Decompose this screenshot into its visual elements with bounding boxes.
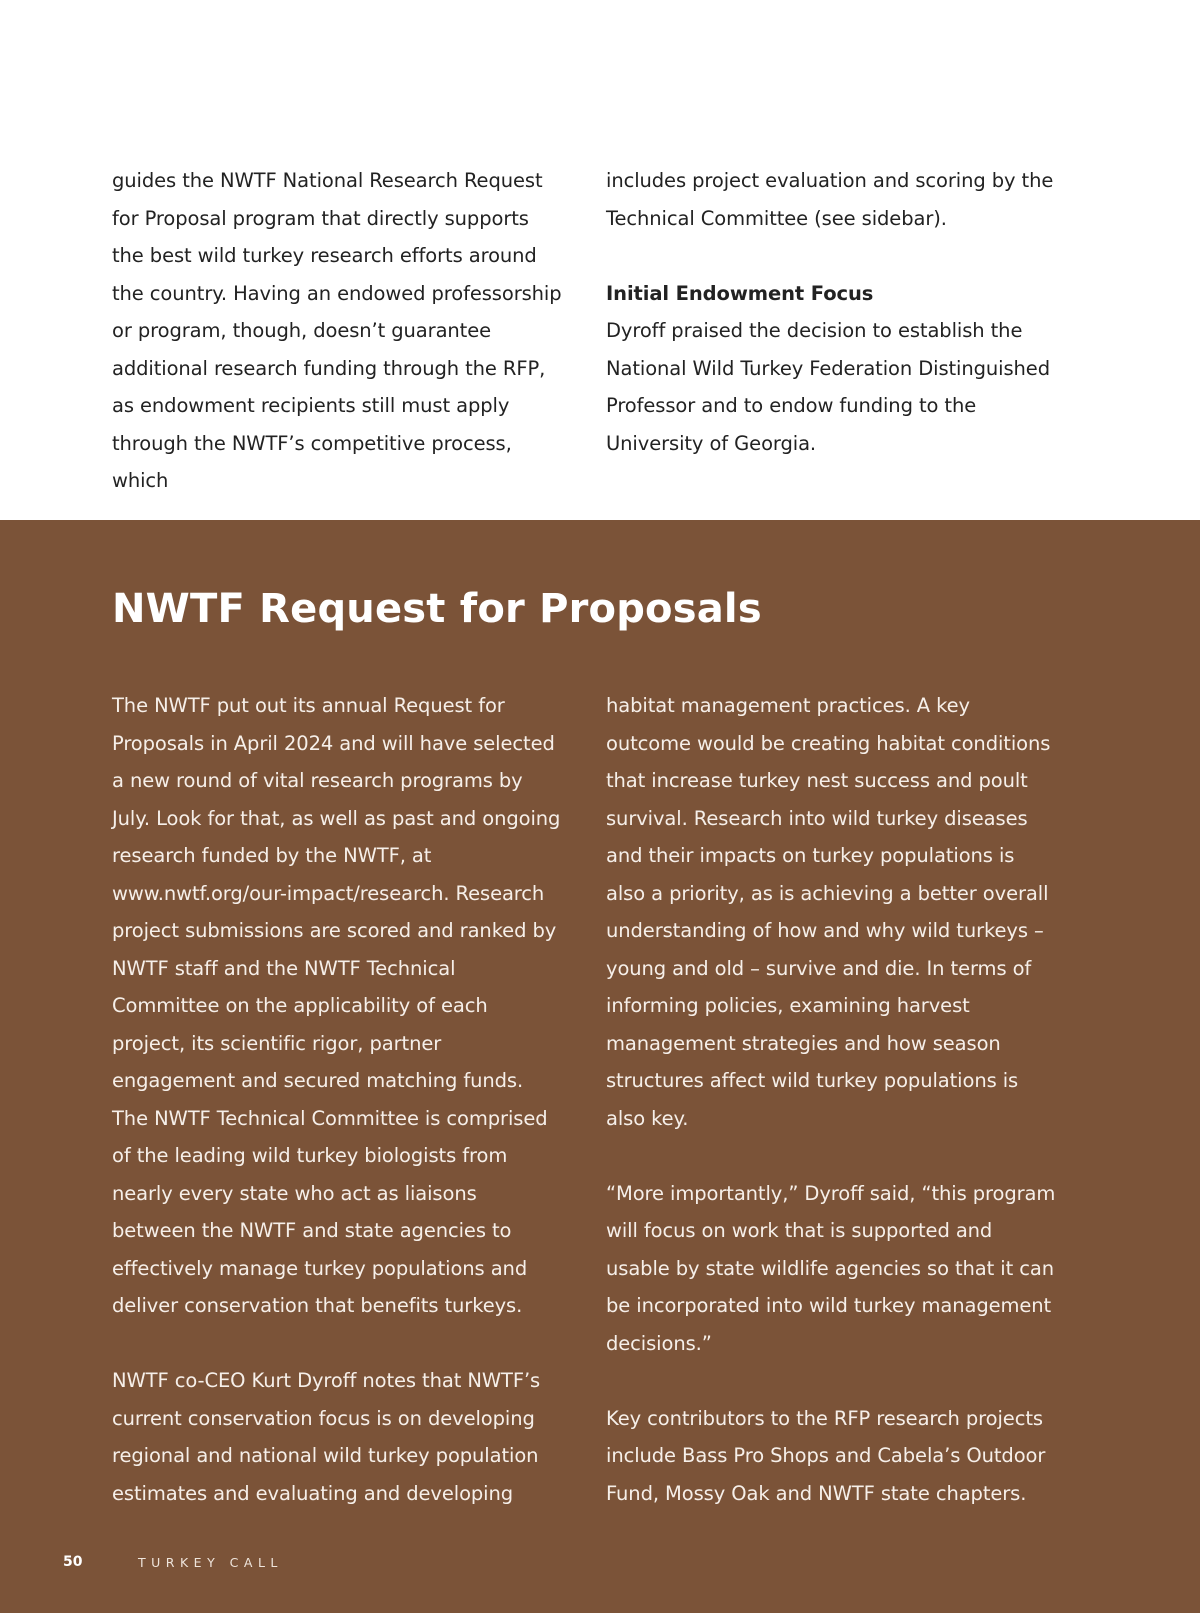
sidebar-column-right	[606, 687, 1058, 1512]
article-paragraph: includes project evaluation and scoring by the Technical Committee (see sidebar).	[606, 169, 1054, 230]
sidebar-paragraph: NWTF co-CEO Kurt Dyroff notes that NWTF’s current conservation focus is on developing regional and national wild turkey population estimates and evaluating and developing	[112, 1369, 541, 1505]
magazine-name: TURKEY CALL	[138, 1555, 283, 1570]
page-number: 50	[63, 1554, 83, 1570]
sidebar-quote-paragraph: “More importantly,” Dyroff said, “this program will focus on work that is supported and usable by state wildlife agencies so that it can be incorporated into wild turkey management decisions.”	[606, 1181, 1056, 1355]
article-column-right	[606, 162, 1058, 462]
section-subheading: Initial Endowment Focus	[606, 281, 874, 305]
sidebar-paragraph: habitat management practices. A key outcome would be creating habitat conditions that increase turkey nest success and poult survival. Research into wild turkey diseases and their impacts on turkey populations is also a priority, as is achieving a better overall understanding of how and why wild turkeys – young and old – survive and die. In terms of informing policies, examining harvest management strategies and how season structures affect wild turkey populations is also key.	[606, 694, 1051, 1130]
article-body-section	[0, 0, 1200, 520]
sidebar-paragraph: The NWTF put out its annual Request for Proposals in April 2024 and will have selected a new round of vital research programs by July. Look for that, as well as past and ongoing research funded by the NWTF, at www.nwtf.org/our-impact/research. Research project submissions are scored and ranked by NWTF staff and the NWTF Technical Committee on the applicability of each project, its scientific rigor, partner engagement and secured matching funds. The NWTF Technical Committee is comprised of the leading wild turkey biologists from nearly every state who act as liaisons between the NWTF and state agencies to effectively manage turkey populations and deliver conservation that benefits turkeys.	[112, 694, 561, 1317]
article-paragraph: Dyroff praised the decision to establish the National Wild Turkey Federation Distinguished Professor and to endow funding to the University of Georgia.	[606, 319, 1050, 455]
sidebar-title: NWTF Request for Proposals	[112, 586, 762, 632]
sidebar-box	[0, 520, 1200, 1613]
article-column-left	[112, 162, 564, 500]
article-paragraph: guides the NWTF National Research Request for Proposal program that directly supports the best wild turkey research efforts around the country. Having an endowed professorship or program, though, doesn’t guarantee additional research funding through the RFP, as endowment recipients still must apply through the NWTF’s competitive process, which	[112, 169, 562, 492]
sidebar-column-left	[112, 687, 564, 1512]
sidebar-paragraph: Key contributors to the RFP research projects include Bass Pro Shops and Cabela’s Outdoor Fund, Mossy Oak and NWTF state chapters.	[606, 1406, 1046, 1505]
